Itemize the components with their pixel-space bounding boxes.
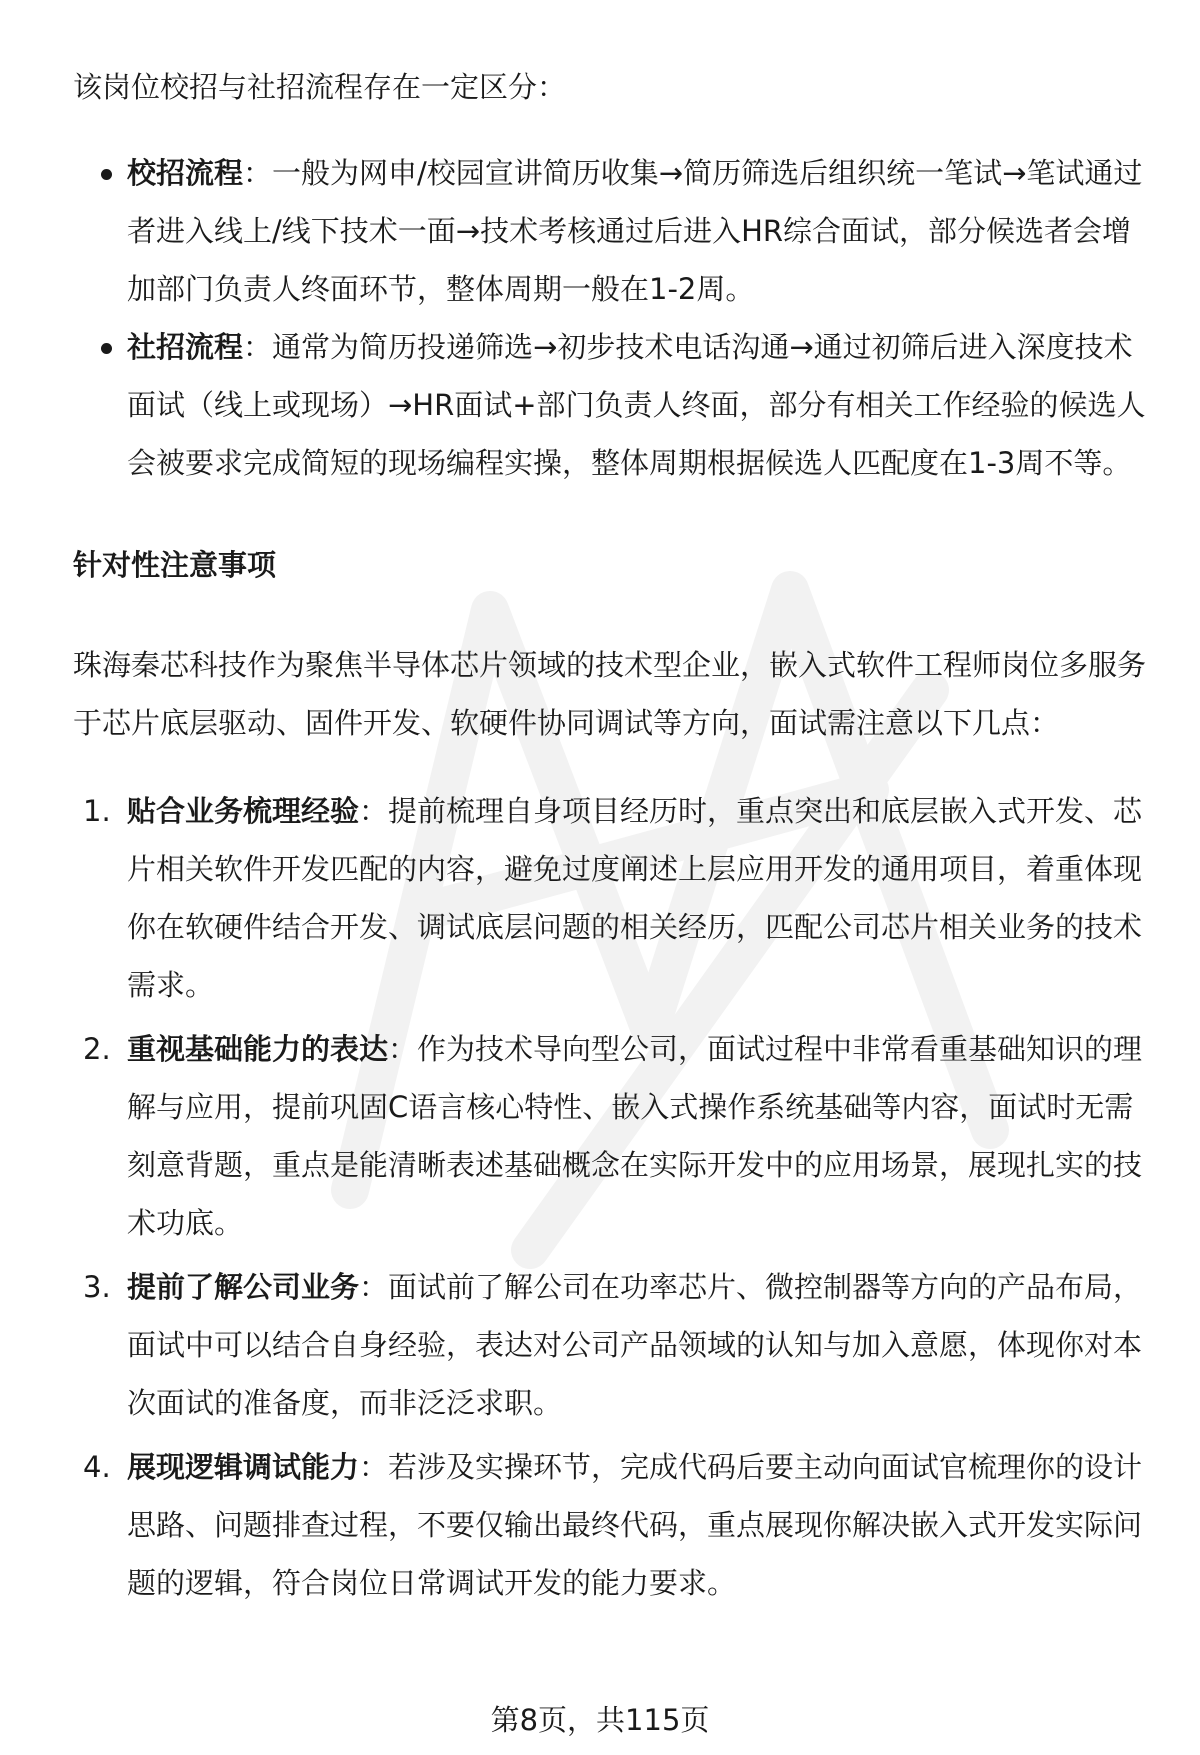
intro-text: 该岗位校招与社招流程存在一定区分： (73, 70, 567, 104)
process-list (73, 144, 1153, 492)
process-text: ：一般为网申/校园宣讲简历收集→简历筛选后组织统一笔试→笔试通过者进入线上/线下技术一面→技术考核通过后进入HR综合面试，部分候选者会增加部门负责人终面环节，整体周期一般在1-2周。 (127, 156, 1143, 306)
tip-item (73, 1438, 1153, 1612)
process-term: 校招流程 (127, 156, 244, 190)
tip-term: 展现逻辑调试能力 (127, 1450, 360, 1484)
bullet-dot-icon (101, 343, 112, 354)
tip-number: 3. (83, 1270, 111, 1304)
tip-text: ：作为技术导向型公司，面试过程中非常看重基础知识的理解与应用，提前巩固C语言核心特性、嵌入式操作系统基础等内容，面试时无需刻意背题，重点是能清晰表述基础概念在实际开发中的应用场景，展现扎实的技术功底。 (127, 1032, 1143, 1240)
process-term: 社招流程 (127, 330, 244, 364)
tips-list (73, 782, 1153, 1612)
page-footer: 第8页，共115页 (490, 1703, 710, 1737)
tip-text: ：提前梳理自身项目经历时，重点突出和底层嵌入式开发、芯片相关软件开发匹配的内容，避免过度阐述上层应用开发的通用项目，着重体现你在软硬件结合开发、调试底层问题的相关经历，匹配公司芯片相关业务的技术需求。 (127, 794, 1143, 1002)
tip-item (73, 1258, 1153, 1432)
tip-number: 4. (83, 1450, 111, 1484)
document-body (73, 58, 1153, 1618)
tip-number: 2. (83, 1032, 111, 1066)
section-heading: 针对性注意事项 (73, 548, 277, 582)
tip-item (73, 782, 1153, 1014)
tip-text: ：若涉及实操环节，完成代码后要主动向面试官梳理你的设计思路、问题排查过程，不要仅输出最终代码，重点展现你解决嵌入式开发实际问题的逻辑，符合岗位日常调试开发的能力要求。 (127, 1450, 1143, 1600)
process-text: ：通常为简历投递筛选→初步技术电话沟通→通过初筛后进入深度技术面试（线上或现场）→HR面试+部门负责人终面，部分有相关工作经验的候选人会被要求完成简短的现场编程实操，整体周期根据候选人匹配度在1-3周不等。 (127, 330, 1146, 480)
process-item-campus (73, 144, 1153, 318)
tip-text: ：面试前了解公司在功率芯片、微控制器等方向的产品布局，面试中可以结合自身经验，表达对公司产品领域的认知与加入意愿，体现你对本次面试的准备度，而非泛泛求职。 (127, 1270, 1143, 1420)
tip-number: 1. (83, 794, 111, 828)
process-item-social (73, 318, 1153, 492)
tip-term: 贴合业务梳理经验 (127, 794, 360, 828)
section-intro: 珠海秦芯科技作为聚焦半导体芯片领域的技术型企业，嵌入式软件工程师岗位多服务于芯片底层驱动、固件开发、软硬件协同调试等方向，面试需注意以下几点： (73, 648, 1147, 740)
tip-term: 重视基础能力的表达 (127, 1032, 389, 1066)
bullet-dot-icon (101, 169, 112, 180)
tip-item (73, 1020, 1153, 1252)
tip-term: 提前了解公司业务 (127, 1270, 360, 1304)
